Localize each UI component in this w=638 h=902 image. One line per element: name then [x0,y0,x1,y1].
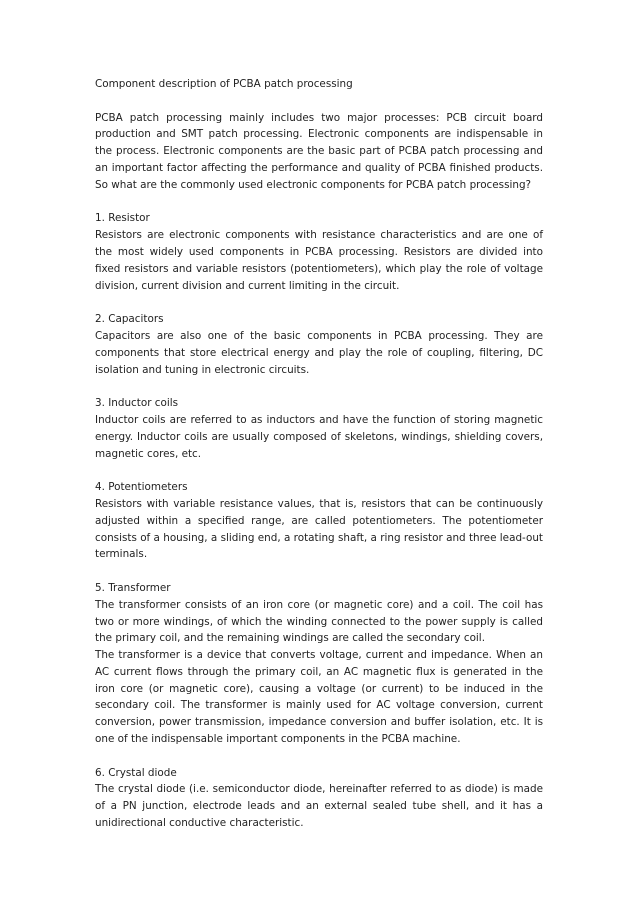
section-paragraph: Resistors with variable resistance values, that is, resistors that can be continuously adjusted within a specified range, are called potentiometers. The potentiometer consists of a housing, a sliding end, a rotating shaft, a ring resistor and three lead-out terminals. [95,497,543,561]
document-page [95,76,543,832]
section-inductor-coils [95,395,543,462]
section-paragraph: Capacitors are also one of the basic components in PCBA processing. They are components that store electrical energy and play the role of coupling, filtering, DC isolation and tuning in electronic circuits. [95,329,543,376]
section-paragraph: The transformer consists of an iron core (or magnetic core) and a coil. The coil has two or more windings, of which the winding connected to the power supply is called the primary coil, and the remaining windings are called the secondary coil. [95,598,543,645]
section-heading: 3. Inductor coils [95,397,179,410]
section-heading: 4. Potentiometers [95,481,188,494]
intro-paragraph: PCBA patch processing mainly includes two major processes: PCB circuit board production and SMT patch processing. Electronic components are indispensable in the process. Electronic components are the basic part of PCBA patch processing and an important factor affecting the performance and quality of PCBA finished products. So what are the commonly used electronic components for PCBA patch processing? [95,111,543,191]
section-crystal-diode [95,765,543,832]
section-transformer [95,580,543,748]
section-paragraph: The transformer is a device that converts voltage, current and impedance. When an AC current flows through the primary coil, an AC magnetic flux is generated in the iron core (or magnetic core), causing a voltage (or current) to be induced in the secondary coil. The transformer is mainly used for AC voltage conversion, current conversion, power transmission, impedance conversion and buffer isolation, etc. It is one of the indispensable important components in the PCBA machine. [95,649,543,746]
section-paragraph: The crystal diode (i.e. semiconductor diode, hereinafter referred to as diode) is made of a PN junction, electrode leads and an external sealed tube shell, and it has a unidirectional conductive characteristic. [95,783,543,830]
section-heading: 2. Capacitors [95,313,164,326]
section-paragraph: Inductor coils are referred to as inductors and have the function of storing magnetic energy. Inductor coils are usually composed of skeletons, windings, shielding covers, magnetic cores, etc. [95,413,543,460]
section-potentiometers [95,479,543,563]
section-heading: 5. Transformer [95,581,171,594]
section-paragraph: Resistors are electronic components with resistance characteristics and are one of the most widely used components in PCBA processing. Resistors are divided into fixed resistors and variable resistors (potentiometers), which play the role of voltage division, current division and current limiting in the circuit. [95,229,543,292]
section-capacitors [95,311,543,378]
document-title: Component description of PCBA patch processing [95,78,353,90]
section-heading: 1. Resistor [95,212,150,225]
section-resistor [95,210,543,294]
section-heading: 6. Crystal diode [95,766,177,779]
